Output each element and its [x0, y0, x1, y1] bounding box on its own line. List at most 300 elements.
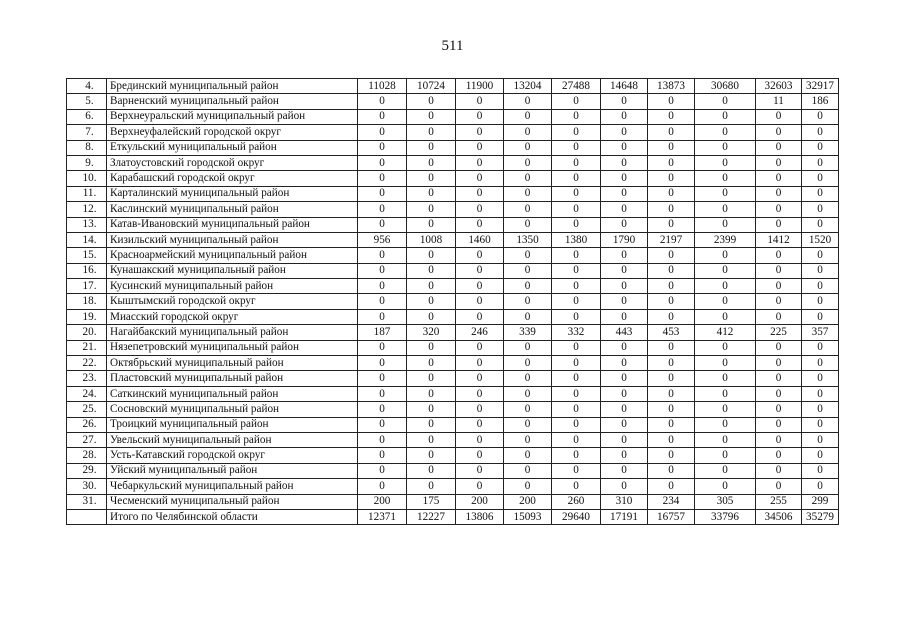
value-cell: 0	[802, 248, 839, 263]
value-cell: 0	[756, 155, 802, 170]
value-cell: 0	[802, 109, 839, 124]
value-cell: 0	[407, 356, 456, 371]
value-cell: 0	[407, 371, 456, 386]
value-cell: 0	[756, 340, 802, 355]
value-cell: 0	[601, 279, 648, 294]
value-cell: 0	[802, 217, 839, 232]
value-cell: 0	[358, 155, 407, 170]
value-cell: 0	[552, 463, 601, 478]
value-cell: 1790	[601, 232, 648, 247]
district-name: Нязепетровский муниципальный район	[107, 340, 358, 355]
district-name: Еткульский муниципальный район	[107, 140, 358, 155]
district-name: Чесменский муниципальный район	[107, 494, 358, 509]
value-cell: 0	[407, 171, 456, 186]
value-cell: 0	[695, 125, 756, 140]
value-cell: 0	[504, 402, 552, 417]
value-cell: 0	[802, 125, 839, 140]
value-cell: 30680	[695, 79, 756, 94]
value-cell: 0	[456, 463, 504, 478]
value-cell: 1008	[407, 232, 456, 247]
value-cell: 412	[695, 325, 756, 340]
value-cell: 0	[504, 386, 552, 401]
value-cell: 0	[456, 248, 504, 263]
value-cell: 0	[504, 109, 552, 124]
value-cell: 34506	[756, 509, 802, 524]
value-cell: 0	[552, 309, 601, 324]
value-cell: 0	[601, 263, 648, 278]
value-cell: 0	[601, 202, 648, 217]
value-cell: 0	[552, 217, 601, 232]
value-cell: 0	[695, 432, 756, 447]
value-cell: 11	[756, 94, 802, 109]
row-number: 24.	[67, 386, 107, 401]
value-cell: 0	[756, 279, 802, 294]
value-cell: 0	[456, 402, 504, 417]
value-cell: 310	[601, 494, 648, 509]
value-cell: 0	[648, 202, 695, 217]
value-cell: 0	[358, 186, 407, 201]
value-cell: 0	[456, 371, 504, 386]
row-number: 29.	[67, 463, 107, 478]
value-cell: 1520	[802, 232, 839, 247]
district-name: Чебаркульский муниципальный район	[107, 479, 358, 494]
value-cell: 0	[407, 448, 456, 463]
value-cell: 0	[601, 340, 648, 355]
value-cell: 0	[601, 171, 648, 186]
row-number: 23.	[67, 371, 107, 386]
table-row	[67, 109, 839, 124]
row-number: 18.	[67, 294, 107, 309]
value-cell: 0	[504, 309, 552, 324]
value-cell: 0	[802, 309, 839, 324]
value-cell: 255	[756, 494, 802, 509]
value-cell: 2197	[648, 232, 695, 247]
district-name: Саткинский муниципальный район	[107, 386, 358, 401]
value-cell: 0	[456, 125, 504, 140]
value-cell: 0	[504, 279, 552, 294]
table-row	[67, 463, 839, 478]
table-row	[67, 417, 839, 432]
value-cell: 0	[407, 340, 456, 355]
value-cell: 0	[695, 248, 756, 263]
value-cell: 0	[756, 294, 802, 309]
value-cell: 0	[552, 479, 601, 494]
value-cell: 0	[695, 356, 756, 371]
district-name: Карабашский городской округ	[107, 171, 358, 186]
value-cell: 11028	[358, 79, 407, 94]
value-cell: 0	[552, 432, 601, 447]
value-cell: 0	[648, 356, 695, 371]
value-cell: 0	[358, 202, 407, 217]
value-cell: 0	[407, 432, 456, 447]
value-cell: 0	[695, 371, 756, 386]
table-row	[67, 202, 839, 217]
district-name: Миасский городской округ	[107, 309, 358, 324]
value-cell: 299	[802, 494, 839, 509]
value-cell: 0	[802, 340, 839, 355]
value-cell: 0	[802, 263, 839, 278]
value-cell: 0	[802, 371, 839, 386]
value-cell: 0	[695, 463, 756, 478]
value-cell: 0	[358, 279, 407, 294]
value-cell: 0	[756, 217, 802, 232]
value-cell: 0	[756, 186, 802, 201]
value-cell: 0	[407, 479, 456, 494]
row-number: 16.	[67, 263, 107, 278]
table-row	[67, 217, 839, 232]
table-row	[67, 263, 839, 278]
value-cell: 0	[358, 263, 407, 278]
value-cell: 0	[695, 402, 756, 417]
value-cell: 0	[648, 186, 695, 201]
value-cell: 0	[601, 155, 648, 170]
row-number: 11.	[67, 186, 107, 201]
value-cell: 0	[695, 94, 756, 109]
value-cell: 0	[456, 217, 504, 232]
district-name: Златоустовский городской округ	[107, 155, 358, 170]
value-cell: 16757	[648, 509, 695, 524]
value-cell: 0	[358, 463, 407, 478]
value-cell: 2399	[695, 232, 756, 247]
district-name: Верхнеуральский муниципальный район	[107, 109, 358, 124]
value-cell: 0	[358, 309, 407, 324]
value-cell: 0	[358, 479, 407, 494]
value-cell: 0	[756, 109, 802, 124]
value-cell: 0	[358, 140, 407, 155]
district-name: Сосновский муниципальный район	[107, 402, 358, 417]
value-cell: 0	[802, 432, 839, 447]
value-cell: 0	[456, 263, 504, 278]
value-cell: 0	[756, 125, 802, 140]
row-number: 8.	[67, 140, 107, 155]
value-cell: 0	[504, 202, 552, 217]
row-number: 27.	[67, 432, 107, 447]
value-cell: 0	[601, 448, 648, 463]
value-cell: 0	[601, 432, 648, 447]
value-cell: 0	[802, 356, 839, 371]
value-cell: 0	[358, 386, 407, 401]
value-cell: 0	[695, 186, 756, 201]
value-cell: 0	[358, 248, 407, 263]
value-cell: 0	[601, 371, 648, 386]
value-cell: 0	[802, 402, 839, 417]
value-cell: 225	[756, 325, 802, 340]
value-cell: 0	[456, 432, 504, 447]
value-cell: 0	[358, 402, 407, 417]
value-cell: 0	[407, 248, 456, 263]
value-cell: 0	[601, 309, 648, 324]
value-cell: 0	[601, 294, 648, 309]
table-row	[67, 248, 839, 263]
value-cell: 0	[695, 202, 756, 217]
value-cell: 0	[648, 402, 695, 417]
value-cell: 453	[648, 325, 695, 340]
value-cell: 0	[756, 202, 802, 217]
table-row	[67, 309, 839, 324]
value-cell: 0	[648, 417, 695, 432]
value-cell: 0	[756, 432, 802, 447]
row-number: 31.	[67, 494, 107, 509]
value-cell: 0	[504, 125, 552, 140]
value-cell: 0	[648, 340, 695, 355]
value-cell: 200	[504, 494, 552, 509]
value-cell: 0	[552, 417, 601, 432]
value-cell: 0	[456, 155, 504, 170]
value-cell: 0	[552, 448, 601, 463]
value-cell: 0	[648, 140, 695, 155]
value-cell: 0	[504, 356, 552, 371]
table-row	[67, 279, 839, 294]
table-row	[67, 340, 839, 355]
value-cell: 0	[504, 371, 552, 386]
value-cell: 0	[648, 125, 695, 140]
value-cell: 0	[407, 140, 456, 155]
value-cell: 13806	[456, 509, 504, 524]
row-number: 10.	[67, 171, 107, 186]
value-cell: 0	[504, 186, 552, 201]
value-cell: 0	[695, 340, 756, 355]
value-cell: 0	[358, 171, 407, 186]
district-name: Катав-Ивановский муниципальный район	[107, 217, 358, 232]
value-cell: 0	[648, 371, 695, 386]
value-cell: 332	[552, 325, 601, 340]
value-cell: 0	[648, 386, 695, 401]
value-cell: 0	[601, 140, 648, 155]
value-cell: 0	[407, 217, 456, 232]
value-cell: 0	[601, 125, 648, 140]
value-cell: 0	[648, 155, 695, 170]
value-cell: 0	[756, 309, 802, 324]
value-cell: 12227	[407, 509, 456, 524]
value-cell: 14648	[601, 79, 648, 94]
table-row	[67, 432, 839, 447]
value-cell: 0	[456, 171, 504, 186]
value-cell: 0	[648, 217, 695, 232]
value-cell: 0	[504, 417, 552, 432]
value-cell: 0	[407, 155, 456, 170]
row-number: 25.	[67, 402, 107, 417]
value-cell: 0	[648, 279, 695, 294]
district-name: Брединский муниципальный район	[107, 79, 358, 94]
value-cell: 0	[358, 109, 407, 124]
district-name: Кусинский муниципальный район	[107, 279, 358, 294]
table-row	[67, 448, 839, 463]
value-cell: 0	[407, 279, 456, 294]
value-cell: 0	[407, 309, 456, 324]
value-cell: 0	[601, 386, 648, 401]
table-row	[67, 356, 839, 371]
value-cell: 0	[648, 463, 695, 478]
value-cell: 0	[504, 432, 552, 447]
value-cell: 0	[407, 386, 456, 401]
value-cell: 0	[648, 171, 695, 186]
table-row	[67, 371, 839, 386]
district-name: Усть-Катавский городской округ	[107, 448, 358, 463]
district-name: Увельский муниципальный район	[107, 432, 358, 447]
value-cell: 0	[358, 448, 407, 463]
row-number: 9.	[67, 155, 107, 170]
table-row	[67, 509, 839, 524]
row-number: 26.	[67, 417, 107, 432]
table-row	[67, 79, 839, 94]
value-cell: 0	[504, 263, 552, 278]
row-number: 12.	[67, 202, 107, 217]
value-cell: 0	[407, 186, 456, 201]
value-cell: 1412	[756, 232, 802, 247]
value-cell: 0	[695, 171, 756, 186]
district-name: Нагайбакский муниципальный район	[107, 325, 358, 340]
district-name: Октябрьский муниципальный район	[107, 356, 358, 371]
value-cell: 29640	[552, 509, 601, 524]
value-cell: 0	[802, 171, 839, 186]
value-cell: 0	[756, 356, 802, 371]
value-cell: 0	[456, 340, 504, 355]
value-cell: 1460	[456, 232, 504, 247]
value-cell: 0	[695, 155, 756, 170]
value-cell: 0	[756, 171, 802, 186]
row-number: 14.	[67, 232, 107, 247]
value-cell: 10724	[407, 79, 456, 94]
row-number: 6.	[67, 109, 107, 124]
value-cell: 0	[358, 94, 407, 109]
value-cell: 0	[552, 356, 601, 371]
district-name: Кунашакский муниципальный район	[107, 263, 358, 278]
value-cell: 0	[756, 479, 802, 494]
value-cell: 0	[504, 171, 552, 186]
table-row	[67, 232, 839, 247]
value-cell: 0	[358, 340, 407, 355]
value-cell: 0	[407, 463, 456, 478]
table-body	[67, 79, 839, 525]
value-cell: 0	[802, 294, 839, 309]
value-cell: 246	[456, 325, 504, 340]
value-cell: 0	[456, 94, 504, 109]
value-cell: 320	[407, 325, 456, 340]
value-cell: 0	[504, 248, 552, 263]
value-cell: 0	[407, 94, 456, 109]
value-cell: 0	[552, 186, 601, 201]
value-cell: 0	[695, 279, 756, 294]
value-cell: 0	[648, 432, 695, 447]
value-cell: 27488	[552, 79, 601, 94]
value-cell: 0	[601, 356, 648, 371]
value-cell: 0	[601, 217, 648, 232]
value-cell: 0	[407, 125, 456, 140]
value-cell: 200	[358, 494, 407, 509]
value-cell: 0	[648, 479, 695, 494]
value-cell: 0	[552, 125, 601, 140]
value-cell: 0	[756, 371, 802, 386]
value-cell: 0	[756, 448, 802, 463]
value-cell: 0	[648, 294, 695, 309]
value-cell: 234	[648, 494, 695, 509]
value-cell: 0	[552, 263, 601, 278]
value-cell: 0	[802, 140, 839, 155]
value-cell: 0	[504, 140, 552, 155]
value-cell: 0	[648, 263, 695, 278]
row-number: 30.	[67, 479, 107, 494]
value-cell: 0	[552, 402, 601, 417]
value-cell: 443	[601, 325, 648, 340]
value-cell: 33796	[695, 509, 756, 524]
value-cell: 0	[456, 109, 504, 124]
value-cell: 1350	[504, 232, 552, 247]
district-name: Верхнеуфалейский городской округ	[107, 125, 358, 140]
value-cell: 0	[756, 140, 802, 155]
value-cell: 0	[504, 340, 552, 355]
value-cell: 15093	[504, 509, 552, 524]
value-cell: 0	[756, 463, 802, 478]
value-cell: 260	[552, 494, 601, 509]
value-cell: 0	[407, 109, 456, 124]
row-number: 19.	[67, 309, 107, 324]
table-row	[67, 294, 839, 309]
district-name: Троицкий муниципальный район	[107, 417, 358, 432]
value-cell: 0	[552, 279, 601, 294]
row-number: 28.	[67, 448, 107, 463]
value-cell: 0	[552, 386, 601, 401]
value-cell: 0	[648, 248, 695, 263]
value-cell: 11900	[456, 79, 504, 94]
value-cell: 0	[552, 109, 601, 124]
table-row	[67, 479, 839, 494]
table-row	[67, 494, 839, 509]
value-cell: 0	[695, 294, 756, 309]
value-cell: 32603	[756, 79, 802, 94]
district-name: Карталинский муниципальный район	[107, 186, 358, 201]
value-cell: 0	[802, 386, 839, 401]
value-cell: 0	[456, 186, 504, 201]
value-cell: 0	[802, 202, 839, 217]
value-cell: 0	[802, 186, 839, 201]
value-cell: 0	[456, 309, 504, 324]
value-cell: 0	[802, 155, 839, 170]
value-cell: 13873	[648, 79, 695, 94]
value-cell: 0	[756, 248, 802, 263]
value-cell: 0	[358, 432, 407, 447]
value-cell: 0	[802, 448, 839, 463]
value-cell: 0	[756, 417, 802, 432]
table-row	[67, 94, 839, 109]
value-cell: 0	[552, 340, 601, 355]
district-name: Кизильский муниципальный район	[107, 232, 358, 247]
value-cell: 0	[456, 356, 504, 371]
row-number: 5.	[67, 94, 107, 109]
value-cell: 0	[407, 263, 456, 278]
table-row	[67, 140, 839, 155]
district-name: Каслинский муниципальный район	[107, 202, 358, 217]
value-cell: 0	[695, 140, 756, 155]
table-row	[67, 171, 839, 186]
district-name: Кыштымский городской округ	[107, 294, 358, 309]
value-cell: 0	[552, 140, 601, 155]
value-cell: 0	[648, 94, 695, 109]
value-cell: 0	[504, 217, 552, 232]
district-name: Уйский муниципальный район	[107, 463, 358, 478]
value-cell: 32917	[802, 79, 839, 94]
value-cell: 0	[456, 386, 504, 401]
value-cell: 187	[358, 325, 407, 340]
value-cell: 0	[601, 248, 648, 263]
table-row	[67, 402, 839, 417]
value-cell: 0	[358, 294, 407, 309]
value-cell: 0	[358, 371, 407, 386]
value-cell: 0	[456, 479, 504, 494]
value-cell: 0	[456, 294, 504, 309]
value-cell: 0	[695, 479, 756, 494]
table-row	[67, 325, 839, 340]
table-row	[67, 386, 839, 401]
